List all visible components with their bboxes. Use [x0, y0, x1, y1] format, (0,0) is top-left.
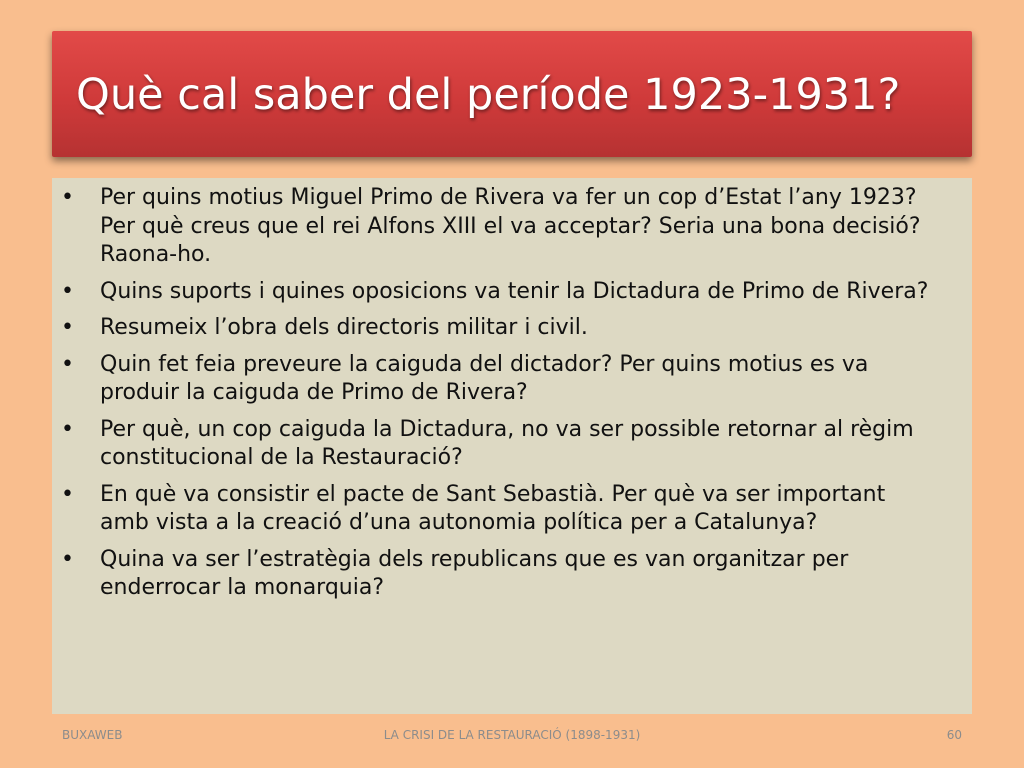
- bullet-text: Quins suports i quines oposicions va tenir la Dictadura de Primo de Rivera?: [100, 278, 929, 304]
- bullet-item: [52, 184, 972, 270]
- bullet-icon: •: [61, 481, 74, 507]
- footer-author: BUXAWEB: [62, 728, 123, 742]
- title-banner: [52, 31, 972, 157]
- bullet-icon: •: [61, 278, 74, 304]
- bullet-item: [52, 416, 972, 473]
- bullet-text: Resumeix l’obra dels directoris militar i civil.: [100, 315, 588, 340]
- bullet-icon: •: [61, 315, 74, 340]
- bullet-item: [52, 351, 972, 408]
- bullet-text: En què va consistir el pacte de Sant Sebastià. Per què va ser important amb vista a la creació d’una autonomia política per a Catalunya?: [100, 481, 886, 535]
- content-panel: [52, 178, 972, 714]
- bullet-item: [52, 546, 972, 603]
- page-number: 60: [946, 728, 962, 742]
- footer-title: LA CRISI DE LA RESTAURACIÓ (1898-1931): [383, 728, 641, 742]
- bullet-item: [52, 481, 972, 538]
- bullet-text: Quin fet feia preveure la caiguda del dictador? Per quins motius es va produir la caiguda de Primo de Rivera?: [100, 351, 869, 405]
- slide-title: Què cal saber del període 1923-1931?: [76, 70, 901, 120]
- bullet-icon: •: [61, 546, 74, 572]
- bullet-text: Quina va ser l’estratègia dels republicans que es van organitzar per enderrocar la monarquia?: [100, 546, 849, 600]
- bullet-text: Per quins motius Miguel Primo de Rivera va fer un cop d’Estat l’any 1923? Per què creus que el rei Alfons XIII el va acceptar? Seria una bona decisió? Raona-ho.: [100, 185, 921, 267]
- bullet-item: [52, 314, 972, 343]
- bullet-icon: •: [61, 416, 74, 442]
- bullet-text: Per què, un cop caiguda la Dictadura, no va ser possible retornar al règim constitucional de la Restauració?: [100, 416, 914, 470]
- bullet-icon: •: [61, 351, 74, 377]
- bullet-item: [52, 278, 972, 307]
- bullet-icon: •: [61, 185, 74, 210]
- bullet-list: [52, 184, 972, 611]
